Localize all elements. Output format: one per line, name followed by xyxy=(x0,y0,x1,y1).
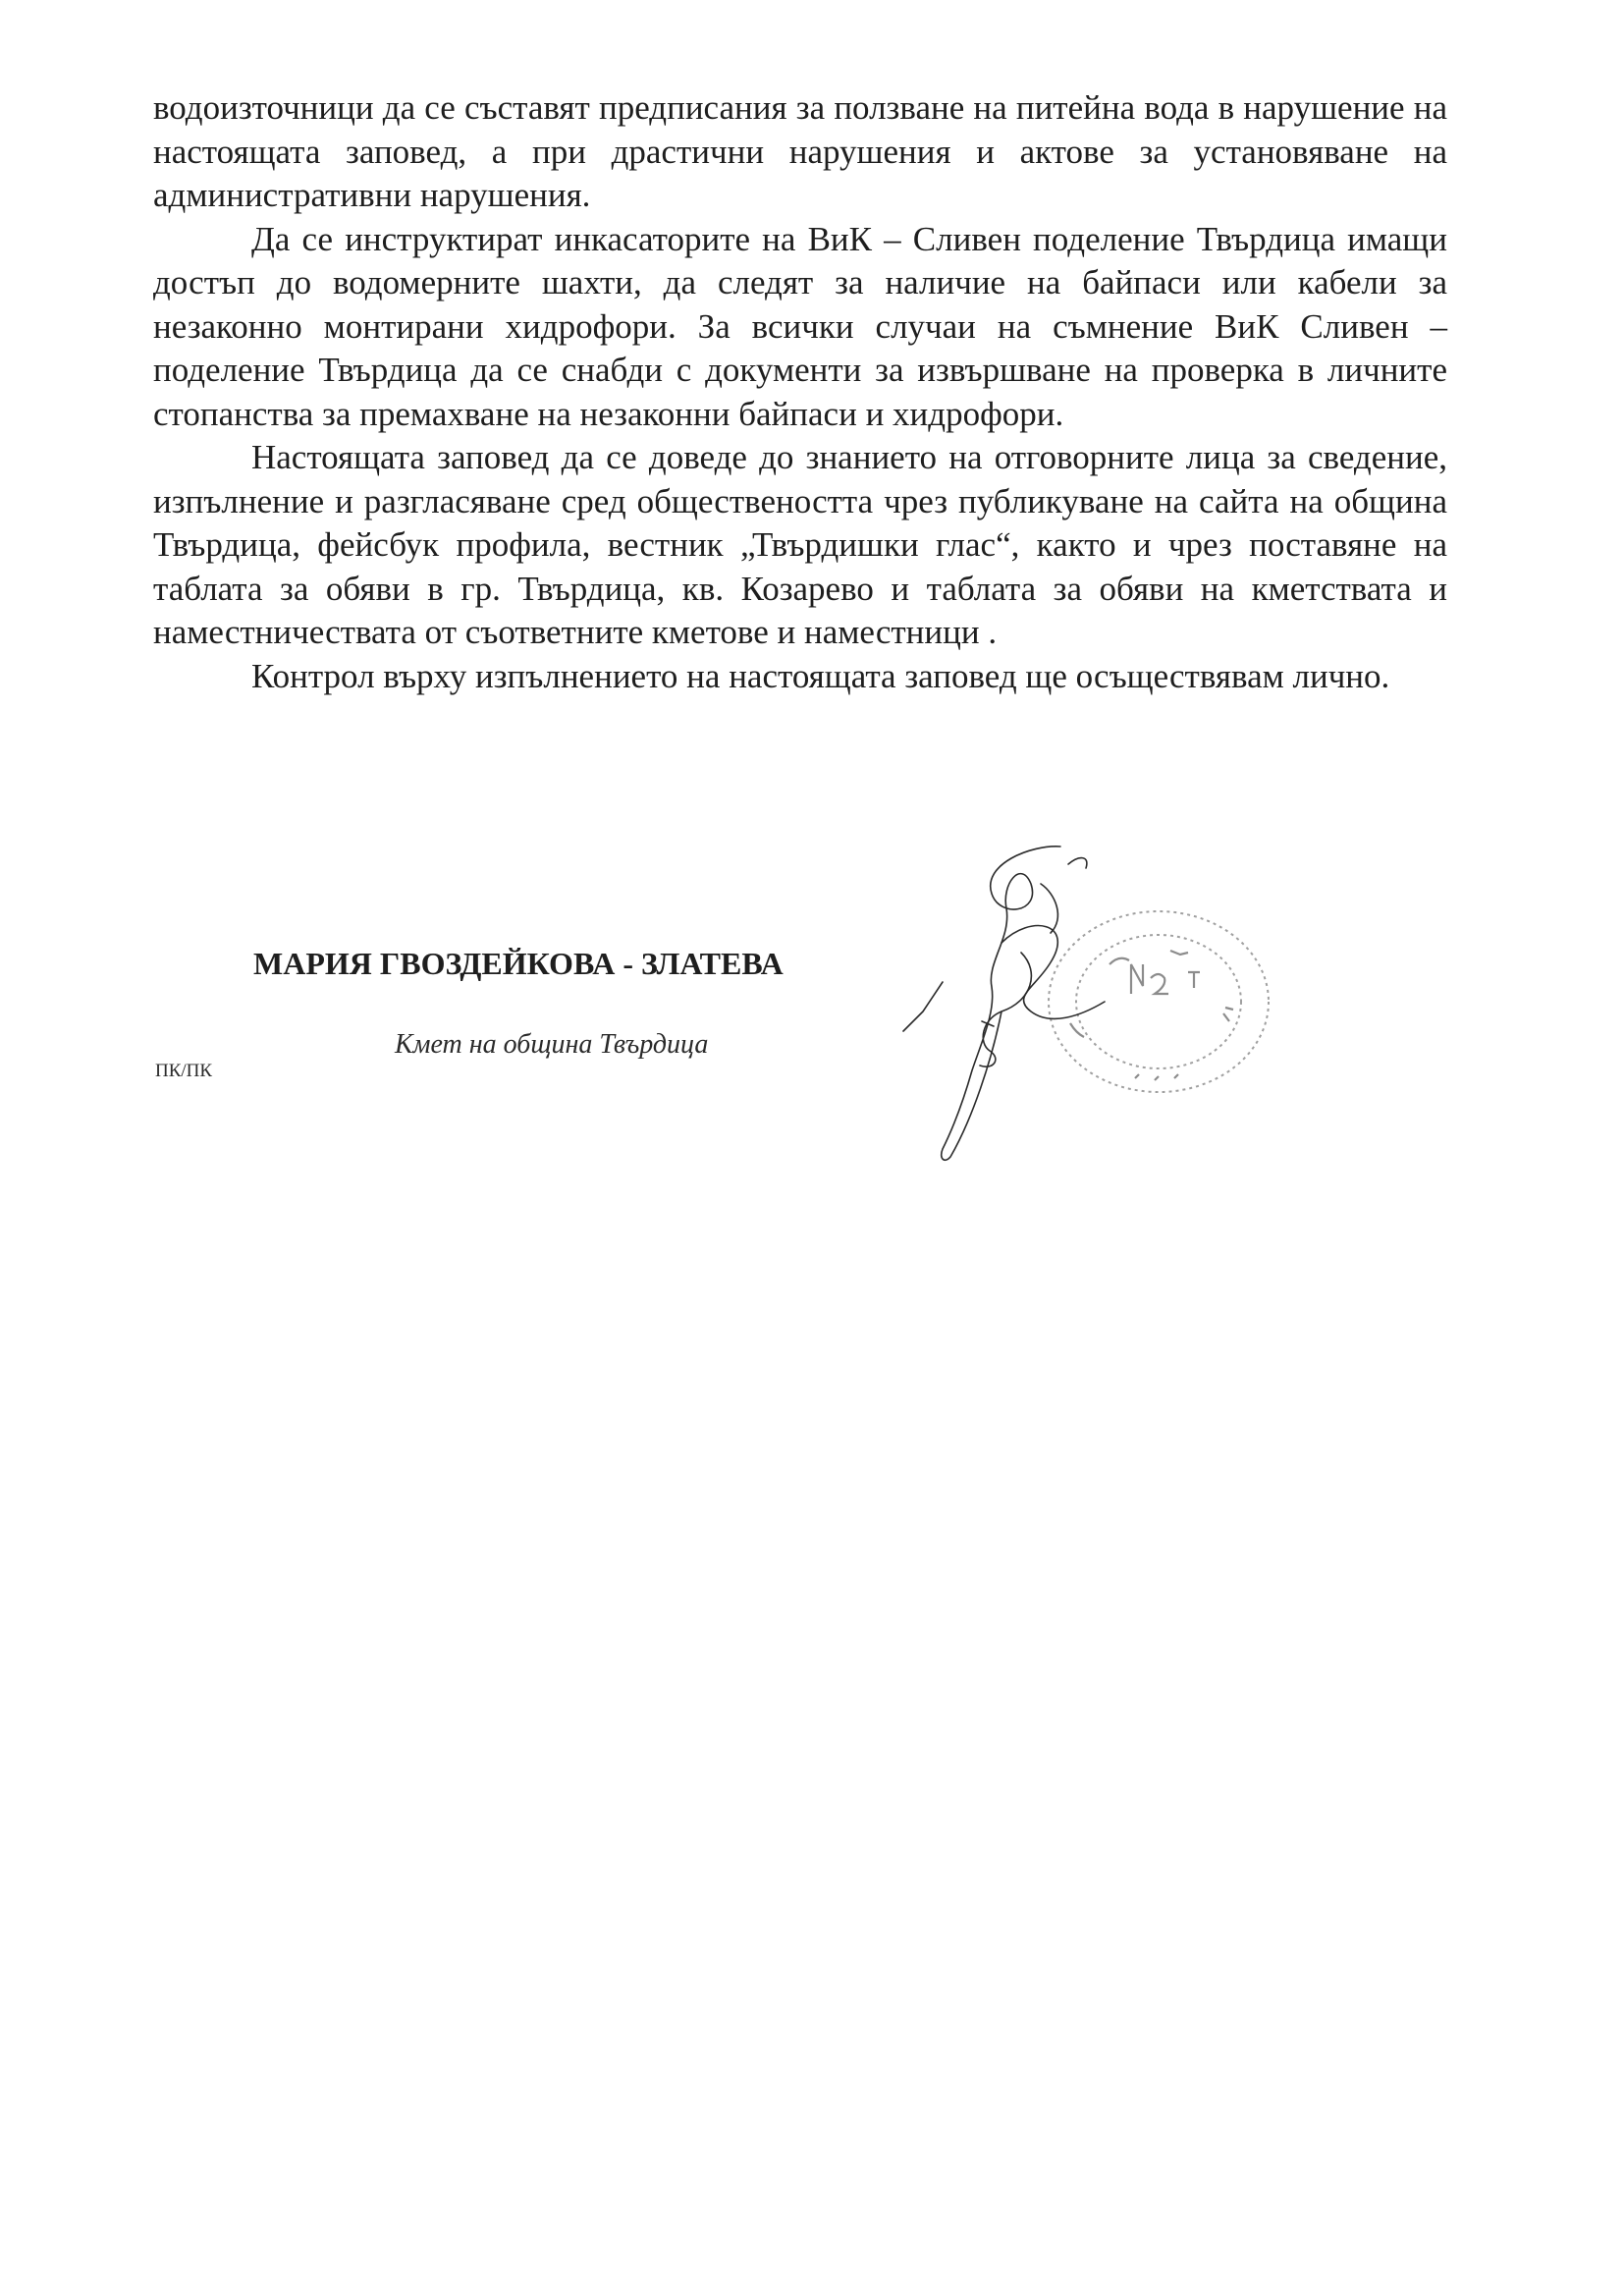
paragraph-1: водоизточници да се съставят предписания за ползване на питейна вода в нарушение на настоящата заповед, а при драстични нарушения и актове за установяване на административни нарушения. xyxy=(153,88,1447,214)
signatory-title: Кмет на община Твърдица xyxy=(395,1029,709,1060)
paragraph-4: Контрол върху изпълнението на настоящата заповед ще осъществявам лично. xyxy=(251,656,1390,695)
signatory-name: МАРИЯ ГВОЗДЕЙКОВА - ЗЛАТЕВА xyxy=(253,946,784,981)
paragraph-2: Да се инструктират инкасаторите на ВиК – Сливен поделение Твърдица имащи достъп до водомерните шахти, да следят за наличие на байпаси или кабели за незаконно монтирани хидрофори. За всички случаи на съмнение ВиК Сливен – поделение Твърдица да се снабди с документи за извършване на проверка в личните стопанства за премахване на незаконни байпаси и хидрофори. xyxy=(153,219,1447,433)
paragraph-3: Настоящата заповед да се доведе до знанието на отговорните лица за сведение, изпълнение и разгласяване сред обществеността чрез публикуване на сайта на община Твърдица, фейсбук профила, вестник „Твърдишки глас“, както и чрез поставяне на таблата за обяви в гр. Твърдица, кв. Козарево и таблата за обяви на кметствата и наместничествата от съответните кметове и наместници . xyxy=(153,438,1447,651)
document-body xyxy=(153,86,1447,698)
handwritten-signature-icon xyxy=(884,825,1178,1178)
document-initials: ПК/ПК xyxy=(155,1061,213,1081)
